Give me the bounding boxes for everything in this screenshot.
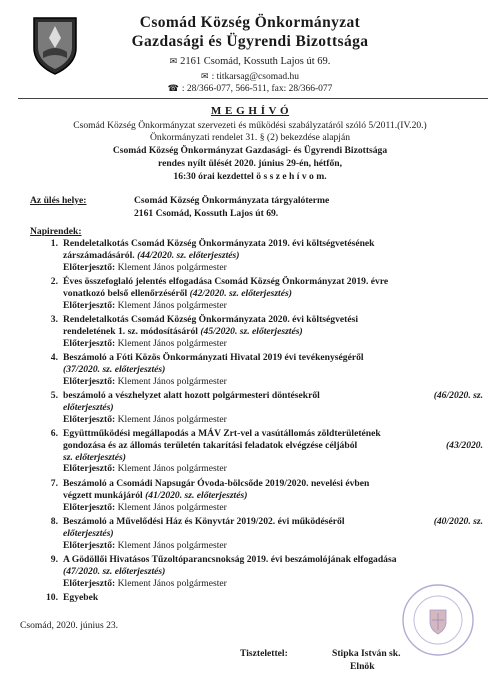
- header-divider: [18, 98, 488, 99]
- item-title: Egyebek: [63, 592, 99, 603]
- venue-label: Az ülés helye:: [30, 195, 87, 206]
- intro-line-2: Önkormányzati rendelet 31. § (2) bekezdése alapján: [149, 132, 351, 143]
- agenda-item-number: 1.: [50, 238, 58, 249]
- phone-line: [0, 83, 500, 94]
- email-text: : titkarsag@csomad.hu: [211, 72, 299, 82]
- item-title-cont: rendeletének 1. sz. módosításáról: [63, 325, 198, 337]
- item-title-cont: gondozása és az állomás területén takarítási feladatok elvégzése céljából: [63, 439, 358, 451]
- presenter-label: Előterjesztő:: [63, 375, 116, 387]
- agenda-item-number: 4.: [50, 352, 58, 363]
- presenter-name: Klement János polgármester: [117, 501, 227, 513]
- presenter-label: Előterjesztő:: [63, 463, 116, 475]
- committee-title: Gazdasági és Ügyrendi Bizottsága: [131, 33, 369, 50]
- signer-role: Elnök: [350, 661, 375, 672]
- agenda-label: Napirendek:: [30, 226, 82, 237]
- item-title: Beszámoló a Művelődési Ház és Könyvtár 2019/202. évi működéséről: [63, 516, 345, 527]
- agenda-item-6: [63, 428, 483, 475]
- mail-icon: ✉: [201, 71, 209, 81]
- item-ref: (47/2020. sz. előterjesztés): [63, 565, 166, 577]
- item-title: Beszámoló a Csomádi Napsugár Óvoda-bölcsőde 2019/2020. nevelési évben: [63, 478, 370, 489]
- item-ref: (45/2020. sz. előterjesztés): [200, 325, 303, 337]
- item-title: Rendeletalkotás Csomád Község Önkormányzata 2019. évi költségvetésének: [63, 238, 375, 249]
- signer-name: Stipka István sk.: [332, 648, 401, 659]
- item-title: Rendeletalkotás Csomád Község Önkormányzata 2020. évi költségvetési: [63, 314, 358, 325]
- place-date: Csomád, 2020. június 23.: [20, 620, 119, 631]
- address-line: [0, 56, 500, 67]
- item-title-cont: végzett munkájáról: [63, 489, 143, 501]
- presenter-name: Klement János polgármester: [117, 539, 227, 551]
- venue-line-1: Csomád Község Önkormányzata tárgyalóterme: [134, 195, 330, 206]
- item-ref: (41/2020. sz. előterjesztés): [145, 489, 248, 501]
- presenter-name: Klement János polgármester: [117, 577, 227, 589]
- presenter-label: Előterjesztő:: [63, 337, 116, 349]
- agenda-item-7: [63, 478, 483, 513]
- intro-line-1: Csomád Község Önkormányzat szervezeti és működési szabályzatáról szóló 5/2011.(IV.20.): [73, 120, 427, 131]
- agenda-item-number: 5.: [50, 390, 58, 401]
- item-ref: (43/2020.: [445, 439, 483, 451]
- official-stamp: [400, 582, 476, 658]
- item-ref: (37/2020. sz. előterjesztés): [63, 363, 166, 375]
- phone-icon: ☎: [167, 83, 179, 93]
- email-line: [0, 71, 500, 82]
- presenter-name: Klement János polgármester: [117, 299, 227, 311]
- presenter-label: Előterjesztő:: [63, 501, 116, 513]
- item-ref: (46/2020. sz.: [433, 390, 483, 401]
- agenda-item-2: [63, 276, 483, 311]
- item-ref: (44/2020. sz. előterjesztés): [137, 249, 240, 261]
- item-title-cont: vonatkozó belső ellenőrzéséről: [63, 287, 188, 299]
- venue-line-2: 2161 Csomád, Kossuth Lajos út 69.: [134, 208, 279, 219]
- org-title: Csomád Község Önkormányzat: [139, 14, 361, 31]
- intro-line-4: rendes nyílt ülését 2020. június 29-én, hétfőn,: [158, 158, 342, 169]
- invitation-heading: M E G H Í V Ó: [210, 105, 290, 117]
- agenda-item-8: [63, 516, 483, 551]
- agenda-item-3: [63, 314, 483, 349]
- item-ref: (40/2020. sz.: [433, 516, 483, 527]
- intro-line-5: 16:30 órai kezdettel ö s s z e h í v o m.: [173, 171, 327, 182]
- presenter-name: Klement János polgármester: [117, 375, 227, 387]
- item-title: Beszámoló a Fóti Közös Önkormányzati Hivatal 2019 évi tevékenységéről: [63, 352, 364, 363]
- item-ref-cont: előterjesztés): [63, 401, 114, 413]
- envelope-icon: ✉: [169, 56, 178, 66]
- item-title: A Gödöllői Hivatásos Tűzoltóparancsnokság 2019. évi beszámolójának elfogadása: [63, 554, 397, 565]
- presenter-label: Előterjesztő:: [63, 261, 116, 273]
- phone-text: : 28/366-077, 566-511, fax: 28/366-077: [181, 84, 333, 94]
- presenter-name: Klement János polgármester: [117, 261, 227, 273]
- agenda-item-number: 2.: [50, 276, 58, 287]
- agenda-item-number: 8.: [50, 516, 58, 527]
- item-ref: (42/2020. sz. előterjesztés): [189, 287, 292, 299]
- agenda-item-number: 3.: [50, 314, 58, 325]
- agenda-item-number: 7.: [50, 478, 58, 489]
- item-ref-cont: sz. előterjesztés): [63, 451, 126, 463]
- item-title: Éves összefoglaló jelentés elfogadása Csomád Község Önkormányzat 2019. évre: [63, 276, 389, 287]
- item-ref-cont: előterjesztés): [63, 527, 114, 539]
- presenter-name: Klement János polgármester: [117, 337, 227, 349]
- agenda-item-number: 6.: [50, 428, 58, 439]
- presenter-label: Előterjesztő:: [63, 577, 116, 589]
- agenda-item-5: [63, 390, 483, 425]
- presenter-label: Előterjesztő:: [63, 539, 116, 551]
- agenda-item-number: 9.: [50, 554, 58, 565]
- agenda-item-4: [63, 352, 483, 387]
- presenter-label: Előterjesztő:: [63, 299, 116, 311]
- item-title: Együttműködési megállapodás a MÁV Zrt-vel a vasútállomás zöldterületének: [63, 428, 381, 439]
- agenda-item-number: 10.: [46, 592, 58, 603]
- presenter-label: Előterjesztő:: [63, 413, 116, 425]
- agenda-item-1: [63, 238, 483, 273]
- presenter-name: Klement János polgármester: [117, 413, 227, 425]
- item-title: beszámoló a vészhelyzet alatt hozott polgármesteri döntésekről: [63, 390, 320, 401]
- address-text: 2161 Csomád, Kossuth Lajos út 69.: [180, 56, 331, 67]
- intro-line-3: Csomád Község Önkormányzat Gazdasági- és Ügyrendi Bizottsága: [112, 145, 388, 156]
- item-title-cont: zárszámadásáról.: [63, 249, 135, 261]
- presenter-name: Klement János polgármester: [117, 463, 227, 475]
- regards: Tisztelettel:: [240, 648, 288, 659]
